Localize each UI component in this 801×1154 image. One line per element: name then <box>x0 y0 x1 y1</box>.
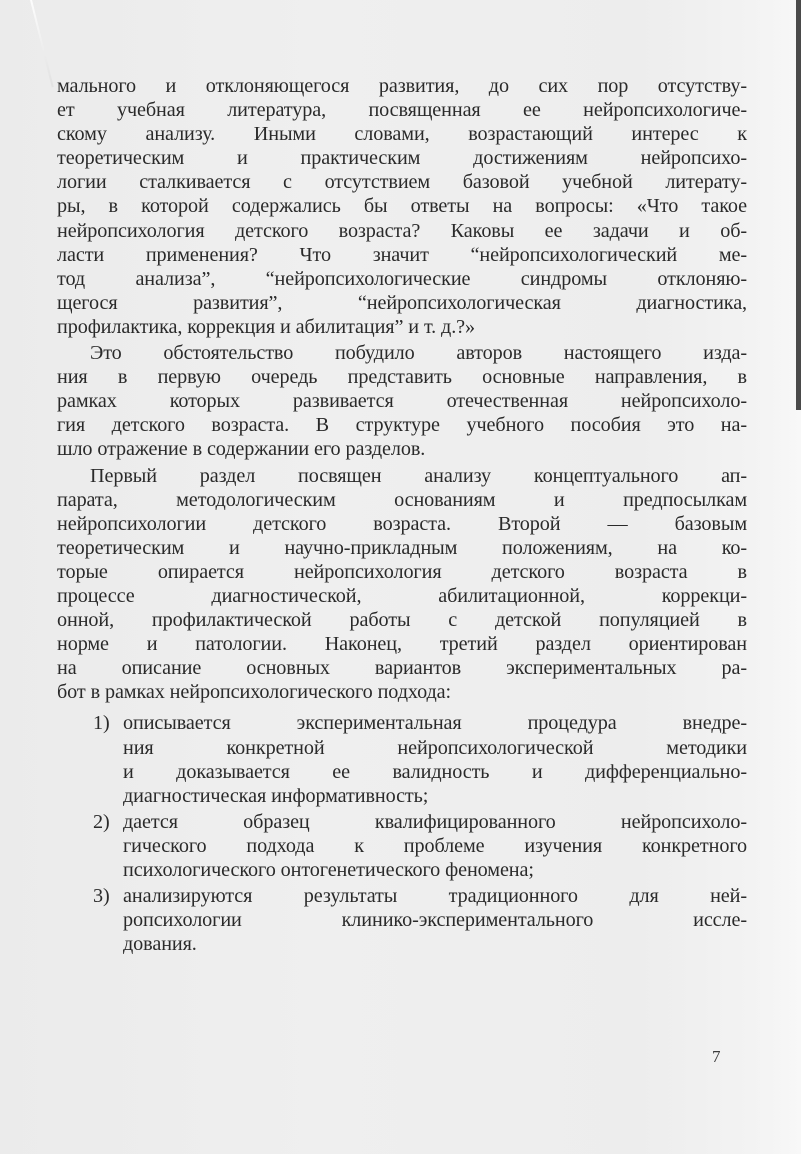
text-line: рамках которых развивается отечественная нейропсихоло- <box>57 390 747 413</box>
list-item-1 <box>57 711 747 807</box>
paragraph-1 <box>57 74 747 339</box>
list-item-3 <box>57 884 747 956</box>
text-line: и доказывается ее валидность и дифференциально- <box>123 760 747 783</box>
text-line: бот в рамках нейропсихологического подхода: <box>57 681 452 704</box>
text-line: описывается экспериментальная процедура внедре- <box>123 712 747 735</box>
text-line: логии сталкивается с отсутствием базовой учебной литерату- <box>57 171 747 194</box>
text-line: гического подхода к проблеме изучения конкретного <box>123 834 747 857</box>
text-line: ры, в которой содержались бы ответы на вопросы: «Что такое <box>57 195 747 218</box>
text-line: шло отражение в содержании его разделов. <box>57 438 426 461</box>
text-line: диагностическая информативность; <box>123 784 429 807</box>
text-line: ния в первую очередь представить основные направления, в <box>57 366 747 389</box>
text-line: мального и отклоняющегося развития, до сих пор отсутству- <box>57 75 747 97</box>
list-marker: 3) <box>93 885 110 908</box>
text-line: ет учебная литература, посвященная ее нейропсихологиче- <box>57 99 747 122</box>
text-line: на описание основных вариантов экспериментальных ра- <box>57 657 747 680</box>
text-line: парата, методологическим основаниям и предпосылкам <box>57 488 747 511</box>
text-line: скому анализу. Иными словами, возрастающий интерес к <box>57 123 747 146</box>
text-line: нейропсихология детского возраста? Каковы ее задачи и об- <box>57 219 747 242</box>
text-line: дается образец квалифицированного нейропсихоло- <box>123 810 747 833</box>
text-line: торые опирается нейропсихология детского возраста в <box>57 560 747 583</box>
text-line: тод анализа”, “нейропсихологические синдромы отклоняю- <box>57 267 747 290</box>
text-line: профилактика, коррекция и абилитация” и т. д.?» <box>57 315 476 338</box>
paper-crease <box>30 0 54 87</box>
text-line: психологического онтогенетического феномена; <box>123 859 534 881</box>
text-line: онной, профилактической работы с детской популяцией в <box>57 609 747 632</box>
text-line: нейропсихологии детского возраста. Второй — базовым <box>57 512 747 535</box>
body-text <box>57 74 747 958</box>
text-line: теоретическим и научно-прикладным положениям, на ко- <box>57 536 747 559</box>
text-line: гия детского возраста. В структуре учебного пособия это на- <box>57 414 747 437</box>
text-line: ропсихологии клинико-экспериментального иссле- <box>123 909 747 932</box>
text-line: теоретическим и практическим достижениям нейропсихо- <box>57 147 747 170</box>
list-marker: 1) <box>93 712 110 735</box>
paragraph-2 <box>57 341 747 461</box>
paragraph-3 <box>57 464 747 705</box>
text-line: ласти применения? Что значит “нейропсихологический ме- <box>57 243 747 266</box>
text-line: анализируются результаты традиционного для ней- <box>123 885 747 908</box>
text-line: Первый раздел посвящен анализу концептуального ап- <box>90 464 747 487</box>
text-line: процессе диагностической, абилитационной, коррекци- <box>57 584 747 607</box>
page-number: 7 <box>712 1047 721 1066</box>
text-line: норме и патологии. Наконец, третий раздел ориентирован <box>57 633 747 656</box>
list-item-2 <box>57 810 747 882</box>
text-line: Это обстоятельство побудило авторов настоящего изда- <box>90 342 747 365</box>
numbered-list <box>57 711 747 956</box>
text-line: дования. <box>123 933 197 956</box>
text-line: щегося развития”, “нейропсихологическая диагностика, <box>57 291 747 314</box>
page-edge-shadow <box>796 0 801 410</box>
text-line: ния конкретной нейропсихологической методики <box>123 736 747 759</box>
list-marker: 2) <box>93 810 110 833</box>
